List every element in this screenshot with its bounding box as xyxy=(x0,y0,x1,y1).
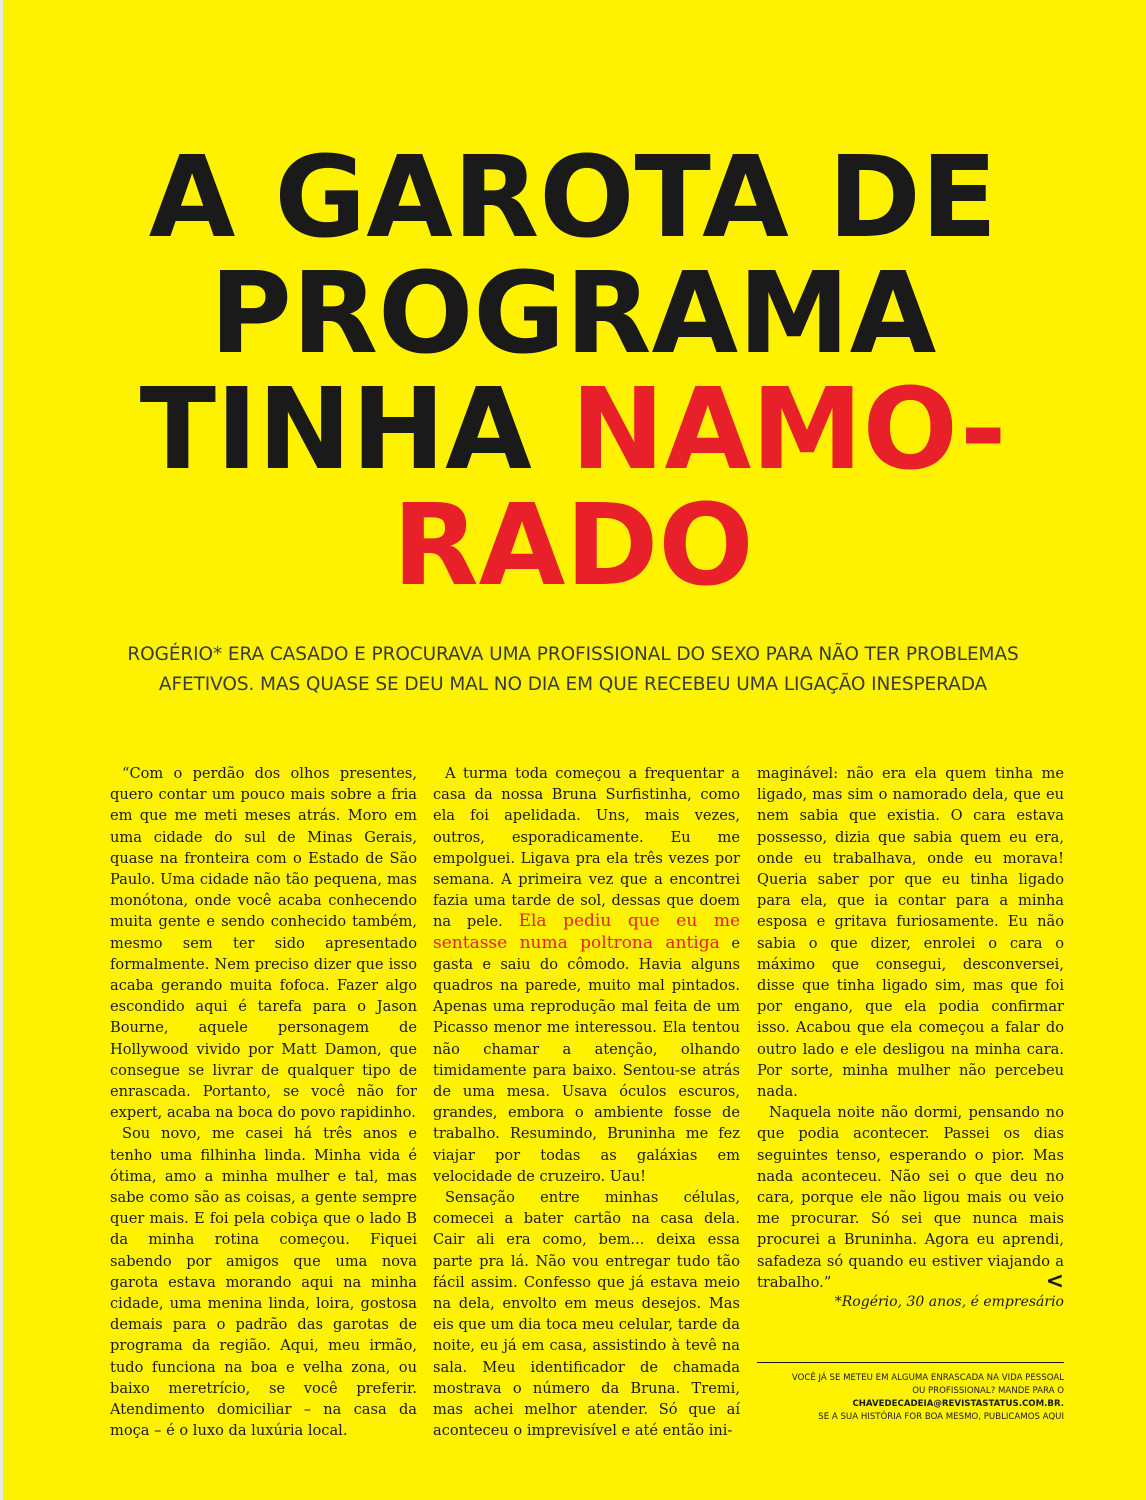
headline-line-3-black: TINHA xyxy=(139,365,571,495)
headline-line-4: RADO xyxy=(392,481,754,611)
paragraph-4-part-2: maginável: não era ela quem tinha me ligado, mas sim o namorado dela, que eu nem sabia que existia. O cara estava possesso, dizia que sabia quem eu era, onde eu trabalhava, onde eu morava! Queria saber por que eu tinha ligado para ela, que ia contar para a minha esposa e gritava furiosamente. Eu não sabia o que dizer, enrolei o cara o máximo que consegui, desconversei, disse que tinha ligado sim, mas que foi por engano, que ela podia confirmar isso. Acabou que ela começou a falar do outro lado e ele desligou na minha cara. Por sorte, minha mulher não percebeu nada. xyxy=(757,765,1064,1101)
headline-line-2: PROGRAMA xyxy=(209,249,937,379)
article-column-3 xyxy=(757,763,1064,1293)
paragraph-2: Sou novo, me casei há três anos e tenho uma filhinha linda. Minha vida é ótima, amo a minha mulher e tal, mas sabe como são as coisas, a gente sempre quer mais. E foi pela cobiça que o lado B da minha rotina começou. Fiquei sabendo por amigos que uma nova garota estava morando aqui na minha cidade, uma menina linda, loira, gostosa demais para o padrão das garotas de programa da região. Aqui, meu irmão, tudo funciona na boa e velha zona, ou baixo meretrício, se você preferir. Atendimento domiciliar – na casa da moça – é o luxo da luxúria local. xyxy=(110,1125,417,1440)
paragraph-4-part-1: Sensação entre minhas células, comecei a bater cartão na casa dela. Cair ali era como, bem... deixa essa parte pra lá. Não vou entregar tudo tão fácil assim. Confesso que já estava meio na dela, envolto em meus desejos. Mas eis que um dia toca meu celular, tarde da noite, eu já em casa, assistindo à tevê na sala. Meu identificador de chamada mostrava o número da Bruna. Tremi, mas achei melhor atender. Só que aí aconteceu o imprevisível e até então ini- xyxy=(433,1189,740,1440)
headline-line-3 xyxy=(40,365,1106,495)
headline-line-1: A GAROTA DE xyxy=(148,133,998,263)
pull-highlight: Ela pediu que eu me sentasse numa poltrona antiga xyxy=(433,911,740,953)
page-edge xyxy=(0,0,3,1500)
deck-line-1: ROGÉRIO* ERA CASADO E PROCURAVA UMA PROFISSIONAL DO SEXO PARA NÃO TER PROBLEMAS xyxy=(127,644,1019,665)
deck-line-2: AFETIVOS. MAS QUASE SE DEU MAL NO DIA EM QUE RECEBEU UMA LIGAÇÃO INESPERADA xyxy=(158,674,988,695)
paragraph-5 xyxy=(757,1102,1064,1293)
headline-line-3-red: NAMO- xyxy=(570,365,1007,495)
callout-line-1: VOCÊ JÁ SE METEU EM ALGUMA ENRASCADA NA VIDA PESSOAL xyxy=(791,1373,1064,1383)
callout-line-2: OU PROFISSIONAL? MANDE PARA O xyxy=(912,1386,1064,1396)
paragraph-3-start: A turma toda começou a frequentar a casa da nossa Bruna Surfistinha, como ela foi apelidada. Uns, mais vezes, outros, esporadicamente. Eu me empolguei. Ligava pra ela três vezes por semana. A primeira vez que a encontrei fazia uma tarde de sol, dessas que doem na pele. xyxy=(433,765,740,931)
end-mark: < xyxy=(1045,1268,1064,1294)
divider-line xyxy=(757,1362,1064,1363)
reader-callout xyxy=(757,1372,1064,1424)
headline xyxy=(40,133,1106,611)
callout-line-4: SE A SUA HISTÓRIA FOR BOA MESMO, PUBLICAMOS AQUI xyxy=(818,1412,1064,1422)
paragraph-5-text: Naquela noite não dormi, pensando no que podia acontecer. Passei os dias seguintes tenso, esperando o pior. Mas nada aconteceu. Não sei o que deu no cara, porque ele não ligou mais ou veio me procurar. Só sei que nunca mais procurei a Bruninha. Agora eu aprendi, safadeza só quando eu estiver viajando a trabalho.” xyxy=(757,1104,1064,1291)
deck-subtitle xyxy=(90,640,1056,700)
callout-email-link[interactable]: CHAVEDECADEIA@REVISTASTATUS.COM.BR. xyxy=(852,1399,1064,1409)
paragraph-3-end: e gasta e saiu do cômodo. Havia alguns quadros na parede, muito mal pintados. Apenas uma reprodução mal feita de um Picasso menor me interessou. Ela tentou não chamar a atenção, olhando timidamente para baixo. Sentou-se atrás de uma mesa. Usava óculos escuros, grandes, embora o ambiente fosse de trabalho. Resumindo, Bruninha me fez viajar por todas as galáxias em velocidade de cruzeiro. Uau! xyxy=(433,934,740,1185)
paragraph-3 xyxy=(433,763,740,1187)
article-column-2 xyxy=(433,763,740,1442)
author-signature: *Rogério, 30 anos, é empresário xyxy=(834,1294,1064,1310)
paragraph-1: “Com o perdão dos olhos presentes, quero contar um pouco mais sobre a fria em que me meti meses atrás. Moro em uma cidade do sul de Minas Gerais, quase na fronteira com o Estado de São Paulo. Uma cidade não tão pequena, mas monótona, onde você acaba conhecendo muita gente e sendo conhecido também, mesmo sem ter sido apresentado formalmente. Nem preciso dizer que isso acaba gerando muita fofoca. Fazer algo escondido aqui é tarefa para o Jason Bourne, aquele personagem de Hollywood vivido por Matt Damon, que consegue se livrar de qualquer tipo de enrascada. Portanto, se você não for expert, acaba na boca do povo rapidinho. xyxy=(110,765,417,1122)
article-column-1 xyxy=(110,763,417,1442)
